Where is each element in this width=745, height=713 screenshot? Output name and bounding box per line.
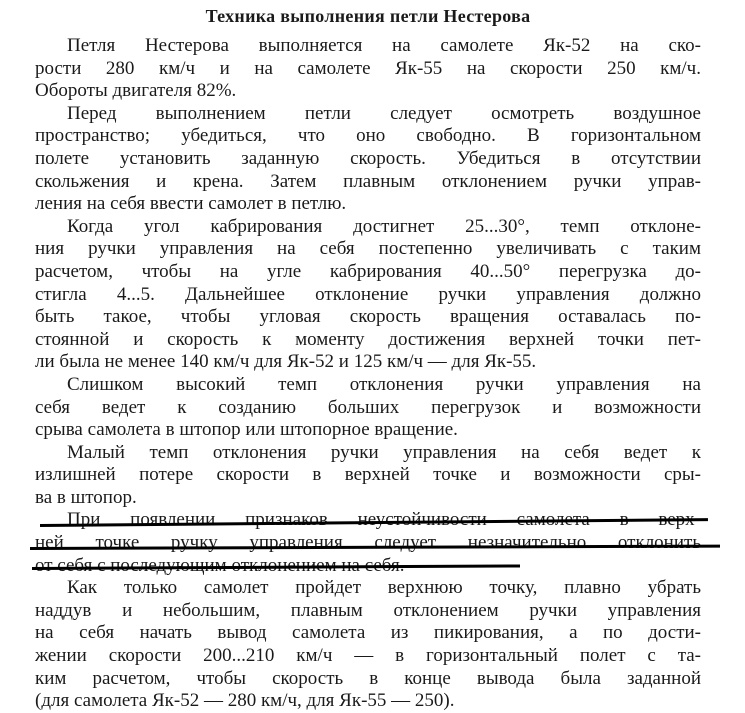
text-line: Петля Нестерова выполняется на самолете Як-52 на ско- — [67, 35, 701, 56]
text-line: быть такое, чтобы угловая скорость вращения оставалась по- — [35, 306, 701, 328]
paragraph-4 — [35, 374, 701, 442]
page-title: Техника выполнения петли Нестерова — [205, 6, 531, 26]
text-line: Когда угол кабрирования достигнет 25...30°, темп отклоне- — [67, 215, 701, 237]
text-line: пространство; убедиться, что оно свободно. В горизонтальном — [35, 125, 701, 147]
text-line: наддув и небольшим, плавным отклонением ручки управления — [35, 599, 701, 621]
text-line: ли была не менее 140 км/ч для Як-52 и 125 км/ч — для Як-55. — [35, 351, 537, 373]
text-line: стигла 4...5. Дальнейшее отклонение ручки управления должно — [35, 283, 701, 305]
paragraph-3 — [35, 216, 701, 374]
text-line: (для самолета Як-52 — 280 км/ч, для Як-55 — 250). — [35, 690, 455, 712]
text-line: Как только самолет пройдет верхнюю точку, плавно убрать — [67, 577, 701, 599]
text-line: расчетом, чтобы на угле кабрирования 40...50° перегрузка до- — [35, 260, 701, 282]
text-line: скольжения и крена. Затем плавным отклонением ручки управ- — [35, 170, 701, 192]
text-line: ления на себя ввести самолет в петлю. — [35, 193, 347, 215]
text-line: ким расчетом, чтобы скорость в конце вывода была заданной — [35, 667, 701, 689]
text-line: стоянной и скорость к моменту достижения верхней точки пет- — [35, 328, 701, 350]
text-line: Обороты двигателя 82%. — [35, 80, 237, 102]
paragraph-5 — [35, 442, 701, 510]
text-line: рости 280 км/ч и на самолете Як-55 на скорости 250 км/ч. — [35, 57, 701, 79]
text-line: от себя с последующим отклонением на себя. — [35, 554, 405, 576]
paragraph-2 — [35, 103, 701, 216]
text-line: на себя начать вывод самолета из пикирования, а по дости- — [35, 622, 701, 644]
text-line: Перед выполнением петли следует осмотреть воздушное — [67, 102, 701, 124]
text-line: себя ведет к созданию больших перегрузок и возможности — [35, 396, 701, 418]
text-line: ва в штопор. — [35, 486, 137, 508]
text-line: ния ручки управления на себя постепенно увеличивать с таким — [35, 238, 701, 260]
text-line: жении скорости 200...210 км/ч — в горизонтальный полет с та- — [35, 645, 701, 667]
paragraph-1 — [35, 35, 701, 103]
text-line: ней точке ручку управления следует незначительно отклонить — [35, 532, 701, 554]
document-page — [35, 4, 701, 713]
text-line: срыва самолета в штопор или штопорное вращение. — [35, 419, 458, 441]
text-line: При появлении признаков неустойчивости самолета в верх- — [67, 509, 701, 531]
text-line: излишней потере скорости в верхней точке и возможности сры- — [35, 464, 701, 486]
text-line: Малый темп отклонения ручки управления на себя ведет к — [67, 441, 701, 463]
paragraph-7 — [35, 577, 701, 713]
text-line: полете установить заданную скорость. Убедиться в отсутствии — [35, 147, 701, 169]
text-line: Слишком высокий темп отклонения ручки управления на — [67, 373, 701, 395]
